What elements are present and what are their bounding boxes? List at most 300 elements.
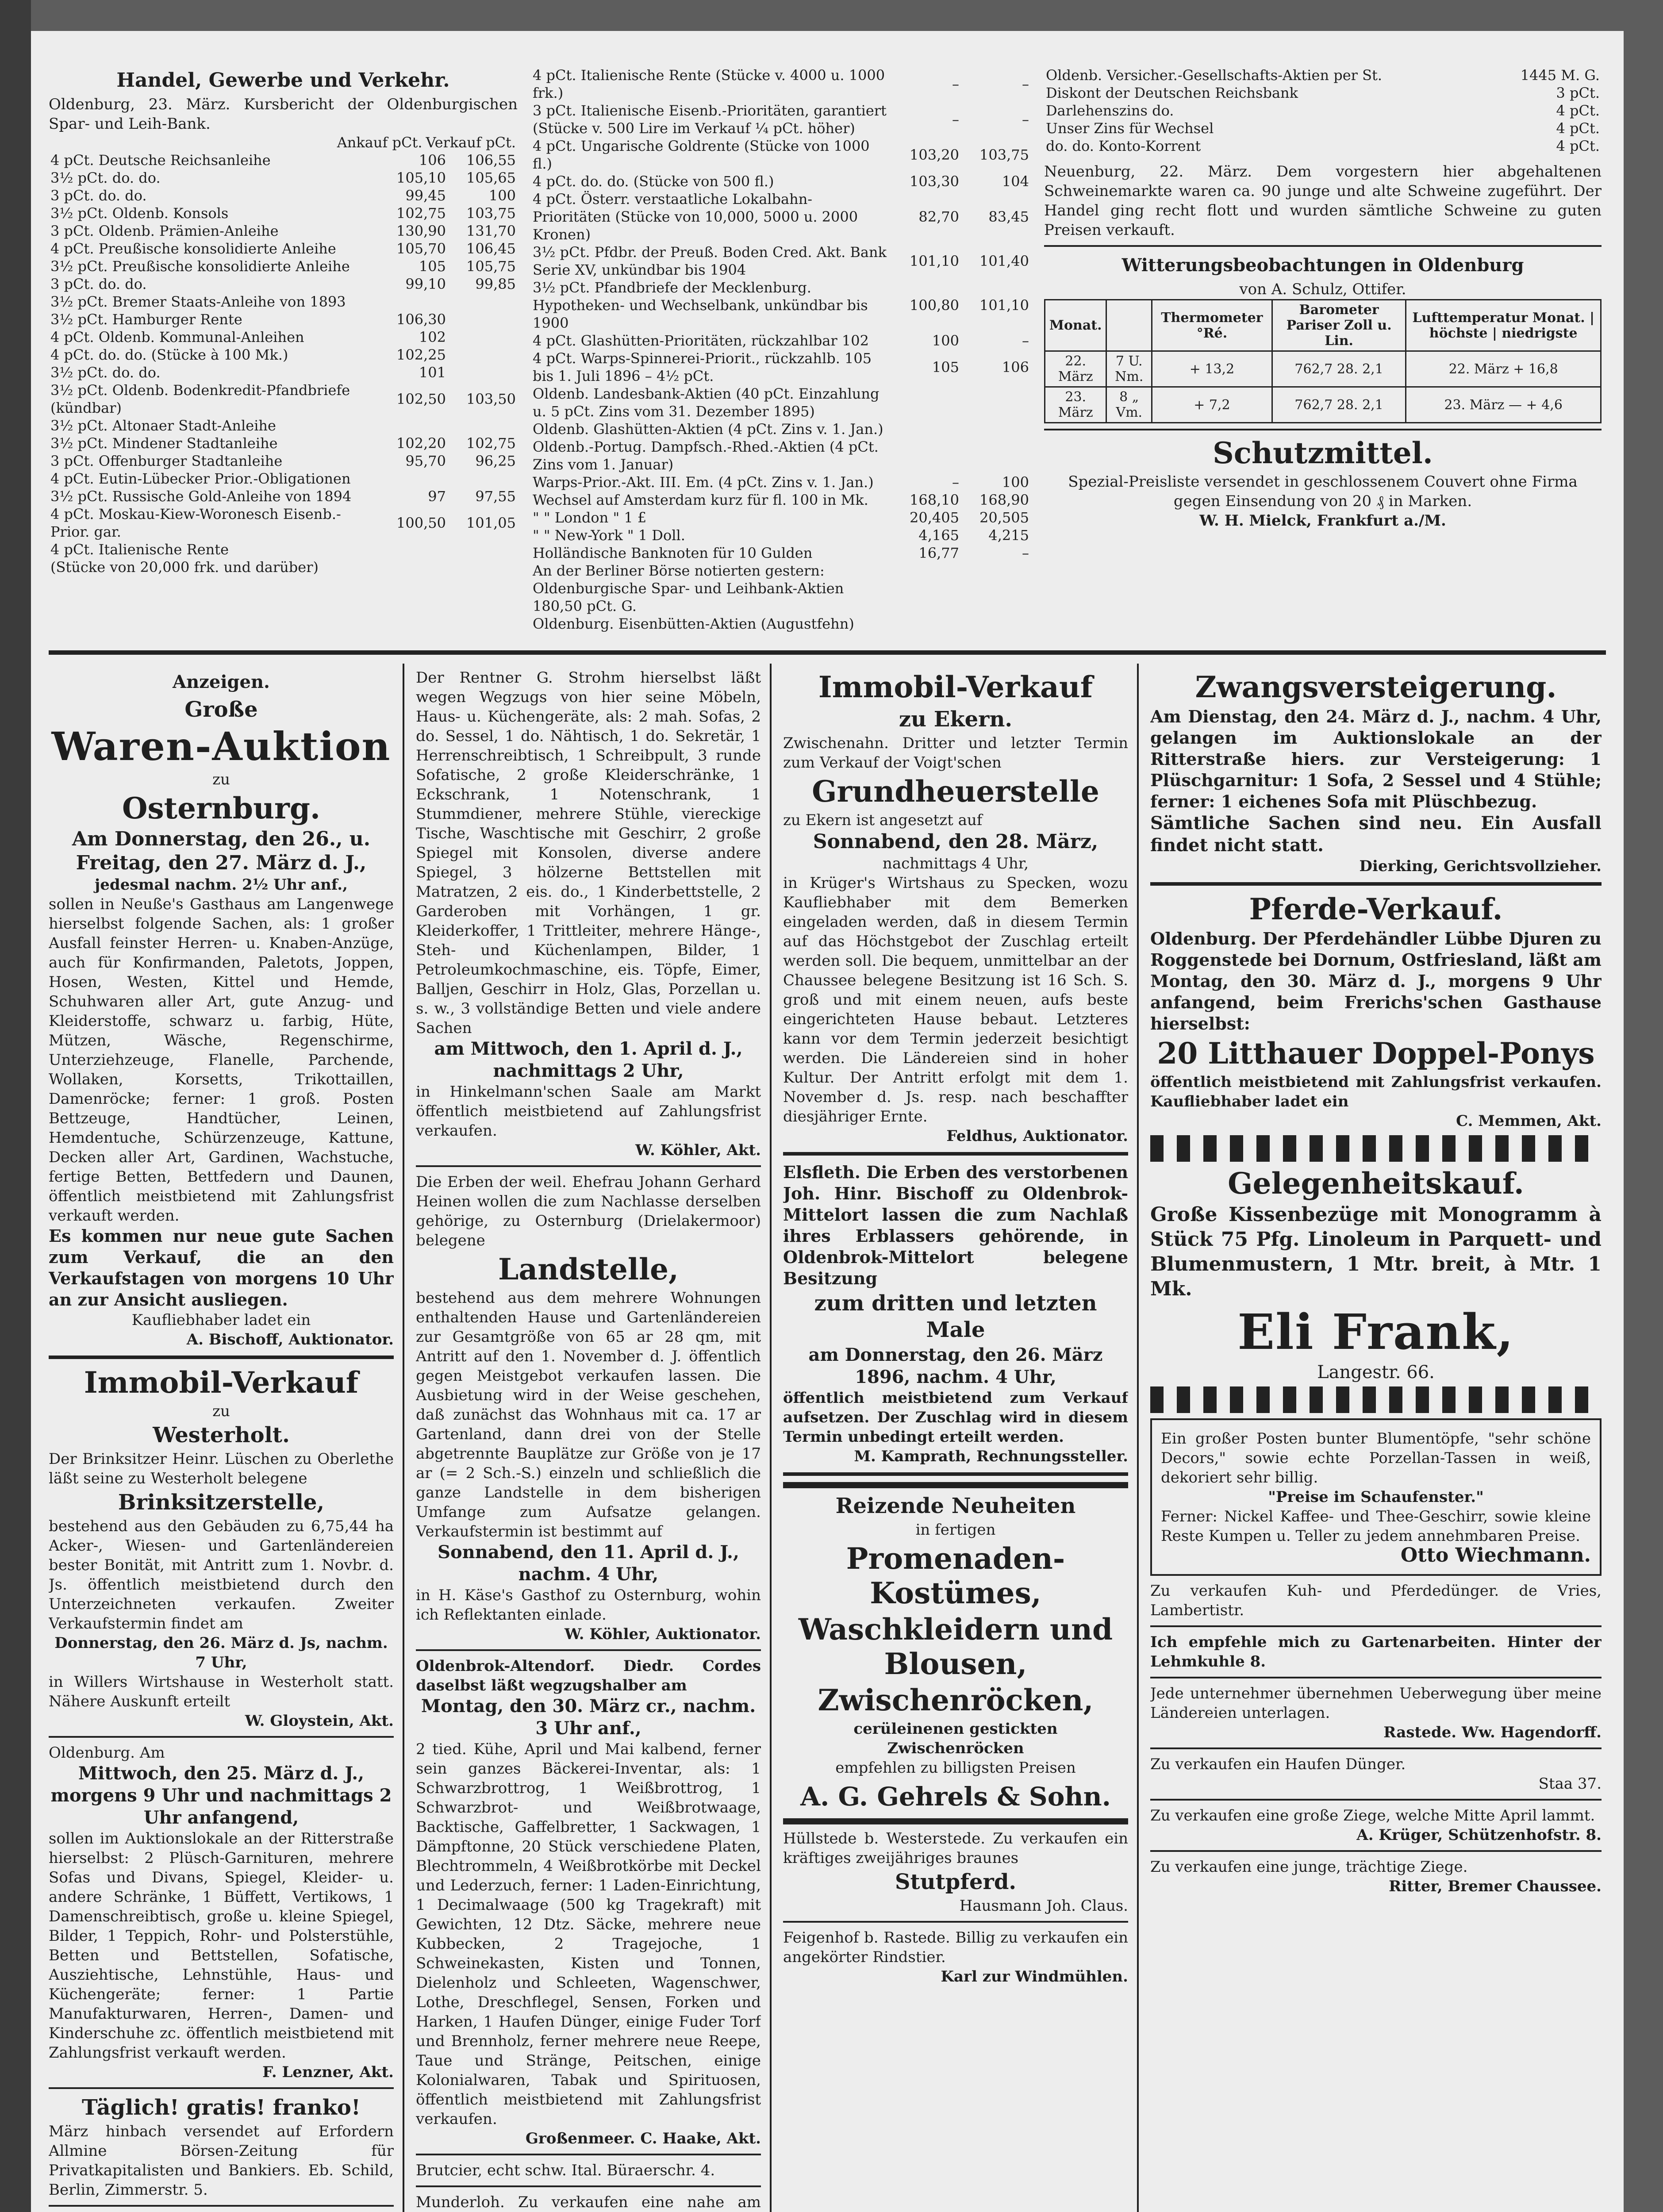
gehrels-firm: A. G. Gehrels & Sohn. bbox=[800, 1782, 1111, 1812]
neuenburg-text: Neuenburg, 22. März. Dem vorgestern hier abgehaltenen Schweinemarkte waren ca. 90 junge und alte Schweine zugeführt. Der Handel ging recht flott und wurden sämtliche Schweine zu guten Preisen verkauft. bbox=[1044, 163, 1602, 239]
table-cell: Unser Zins für Wechsel bbox=[1046, 120, 1214, 137]
mittwoch-sig: F. Lenzner, Akt. bbox=[262, 2063, 394, 2081]
table-row bbox=[531, 190, 1031, 243]
table-row bbox=[531, 332, 1031, 349]
table-cell: 99,85 bbox=[475, 276, 516, 292]
table-row bbox=[49, 151, 518, 169]
table-cell: 4 pCt. Warps-Spinnerei-Priorit., rückzahlb. 105 bis 1. Juli 1896 – 4½ pCt. bbox=[533, 350, 872, 384]
pferde-heading: Pferde-Verkauf. bbox=[1249, 892, 1503, 926]
wx-cell: 23. März bbox=[1045, 387, 1106, 423]
table-cell bbox=[961, 438, 1031, 473]
wetter-sub: von A. Schulz, Ottifer. bbox=[1239, 280, 1406, 298]
table-cell: 106 bbox=[419, 152, 446, 169]
table-cell: 101,05 bbox=[466, 515, 516, 531]
wx-head-3: Barometer Pariser Zoll u. Lin. bbox=[1272, 300, 1406, 351]
cordes-date: Montag, den 30. März cr., nachm. 3 Uhr anf., bbox=[421, 1696, 756, 1739]
table-row bbox=[49, 204, 518, 222]
table-cell: An der Berliner Börse notierten gestern: bbox=[533, 562, 825, 579]
gelegenheit-heading: Gelegenheitskauf. bbox=[1228, 1166, 1524, 1201]
table-row bbox=[49, 257, 518, 275]
table-cell: 4 pCt. do. do. (Stücke à 100 Mk.) bbox=[50, 346, 288, 363]
neuheiten-text: cerüleinenen gestickten Zwischenröcken bbox=[853, 1720, 1058, 1757]
wx-head-0: Monat. bbox=[1045, 300, 1106, 351]
table-cell: Warps-Prior.-Akt. III. Em. (4 pCt. Zins v. 1. Jan.) bbox=[533, 474, 874, 491]
zigzag-border bbox=[1150, 1135, 1602, 1162]
table-row bbox=[531, 102, 1031, 137]
table-cell: Holländische Banknoten für 10 Gulden bbox=[533, 545, 813, 561]
schutz-text: Spezial-Preisliste versendet in geschlossenem Couvert ohne Firma gegen Einsendung von 20 ₰ in Marken. bbox=[1068, 473, 1578, 510]
feigenhof-text: Feigenhof b. Rastede. Billig zu verkaufen ein angekörter Rindstier. bbox=[783, 1929, 1128, 1966]
table-cell: 3½ pCt. Oldenb. Konsols bbox=[50, 205, 229, 222]
duenger-text: Zu verkaufen Kuh- und Pferdedünger. de Vries, Lambertistr. bbox=[1150, 1582, 1602, 1619]
table-cell: 105 bbox=[932, 359, 959, 376]
wx-cell: + 7,2 bbox=[1152, 387, 1272, 423]
neuheiten-small-2: empfehlen zu billigsten Preisen bbox=[835, 1759, 1076, 1777]
ziege3-sig: Ritter, Bremer Chaussee. bbox=[1389, 1878, 1602, 1895]
wx-cell: 762,7 28. 2,1 bbox=[1272, 387, 1406, 423]
table-cell: 100 bbox=[1002, 474, 1029, 491]
table-cell: 105,75 bbox=[466, 258, 516, 275]
binding-spine bbox=[0, 0, 31, 2212]
westerholt-sig: W. Gloystein, Akt. bbox=[245, 1712, 394, 1730]
table-cell bbox=[448, 541, 518, 558]
ekern-text-1: Zwischenahn. Dritter und letzter Termin zum Verkauf der Voigt'schen bbox=[783, 734, 1128, 772]
table-cell: 3½ pCt. do. do. bbox=[50, 169, 161, 186]
westerholt-heading-2: Brinksitzerstelle, bbox=[118, 1490, 325, 1515]
table-cell: – bbox=[952, 76, 959, 92]
table-cell bbox=[448, 364, 518, 381]
table-cell bbox=[961, 420, 1031, 438]
table-cell: 168,90 bbox=[979, 492, 1029, 508]
wx-cell: 22. März + 16,8 bbox=[1406, 351, 1601, 387]
section-divider bbox=[49, 650, 1606, 655]
table-cell: 4,165 bbox=[918, 527, 959, 544]
ekern-sig: Feldhus, Auktionator. bbox=[946, 1127, 1128, 1145]
table-cell: 96,25 bbox=[475, 453, 516, 469]
table-cell: 4 pCt. Glashütten-Prioritäten, rückzahlbar 102 bbox=[533, 332, 869, 349]
table-cell: 16,77 bbox=[918, 545, 959, 561]
neuheiten-heading: Reizende Neuheiten bbox=[835, 1494, 1076, 1518]
auktion-text: sollen in Neuße's Gasthaus am Langenwege hierselbst folgende Sachen, als: 1 großer Ausfall feinster Herren- u. Knaben-Anzüge, auch für Konfirmanden, Paletots, Joppen, Hosen, Westen, Kittel und Hemde, Schuhwaren aller Art, gute Anzug- und Kleiderstoffe, schwarz u. farbig, Hüte, Mützen, Wäsche, Regenschirme, Unterziehzeuge, Flanelle, Parchende, Wollaken, Korsetts, Trikottaillen, Damenröcke; ferner: 1 groß. Posten Bettzeuge, Handtücher, Leinen, Hemdentuche, Schürzenzeuge, Kattune, Decken aller Art, Gardinen, Wachstuche, fertige Betten, Bettfedern und Daunen, öffentlich meistbietend mit Zahlungsfrist verkauft werden. bbox=[49, 895, 394, 1225]
table-cell: 3 pCt. do. do. bbox=[50, 187, 147, 204]
table-cell: 3½ pCt. Altonaer Stadt-Anleihe bbox=[50, 417, 276, 434]
table-row bbox=[531, 173, 1031, 190]
table-cell: 20,505 bbox=[979, 509, 1029, 526]
table-row bbox=[531, 615, 1031, 633]
brutcier-text: Brutcier, echt schw. Ital. Büraerschr. 4. bbox=[416, 2162, 715, 2179]
table-cell: " " London " 1 £ bbox=[533, 509, 647, 526]
table-cell: 3½ pCt. Bremer Staats-Anleihe von 1893 bbox=[50, 293, 346, 310]
table-cell: " " New-York " 1 Doll. bbox=[533, 527, 685, 544]
table-cell: 83,45 bbox=[988, 208, 1029, 225]
wiechmann-text: Ein großer Posten bunter Blumentöpfe, "sehr schöne Decors," sowie echte Porzellan-Tassen in weiß, dekoriert sehr billig. bbox=[1161, 1430, 1591, 1486]
auktion-zu: zu bbox=[212, 771, 230, 788]
auktion-heading-1: Große bbox=[184, 697, 258, 722]
boerse-mid bbox=[531, 66, 1031, 650]
table-row bbox=[49, 488, 518, 505]
wx-cell: + 13,2 bbox=[1152, 351, 1272, 387]
table-row bbox=[49, 541, 518, 558]
table-cell: 4 pCt. Italienische Rente bbox=[50, 541, 229, 558]
table-cell: 3 pCt. bbox=[1556, 84, 1600, 101]
ekern-date: Sonnabend, den 28. März, bbox=[813, 830, 1098, 853]
table-row bbox=[49, 240, 518, 257]
zwangsversteigerung-heading: Zwangsversteigerung. bbox=[1195, 670, 1557, 704]
diskont-table bbox=[1044, 66, 1602, 155]
table-row bbox=[531, 66, 1031, 102]
table-cell bbox=[891, 420, 961, 438]
table-cell bbox=[961, 562, 1031, 580]
waschkleider-heading: Waschkleidern und Blousen, bbox=[798, 1612, 1113, 1681]
table-cell bbox=[448, 346, 518, 364]
table-cell: 106 bbox=[1002, 359, 1029, 376]
table-cell: 131,70 bbox=[466, 223, 516, 239]
grundheuerstelle-heading: Grundheuerstelle bbox=[812, 774, 1099, 809]
table-cell bbox=[378, 541, 448, 558]
table-cell: 105,65 bbox=[466, 169, 516, 186]
elsfleth-sig: M. Kamprath, Rechnungssteller. bbox=[854, 1448, 1128, 1465]
ekern-text-3: in Krüger's Wirtshaus zu Specken, wozu Kaufliebhaber mit dem Bemerken eingeladen werden, daß in diesem Termin auf das Höchstgebot der Zuschlag erteilt werden soll. Die bequem, unmittelbar an der Chaussee belegene Besitzung ist 16 Sch. S. groß und mit einem neuen, aufs beste eingerichteten Hause bebaut. Letzteres kann vor dem Termin jederzeit besichtigt werden. Die Ländereien sind in hoher Kultur. Der Antritt erfolgt mit dem 1. November d. Js. resp. nach beschaffter diesjähriger Ernte. bbox=[783, 874, 1128, 1125]
zwang-sig: Dierking, Gerichtsvollzieher. bbox=[1359, 857, 1602, 875]
table-cell bbox=[448, 417, 518, 434]
table-cell: 102,50 bbox=[396, 391, 446, 407]
table-cell: 3 pCt. do. do. bbox=[50, 276, 147, 292]
boerse-right bbox=[1044, 66, 1602, 650]
heinen-text-3: in H. Käse's Gasthof zu Osternburg, wohin ich Reflektanten einlade. bbox=[416, 1586, 761, 1624]
zigzag-border-2 bbox=[1150, 1386, 1602, 1413]
table-cell: 106,30 bbox=[396, 311, 446, 328]
table-row bbox=[49, 293, 518, 311]
table-row bbox=[49, 222, 518, 240]
table-row bbox=[49, 417, 518, 434]
table-row bbox=[531, 526, 1031, 544]
auktion-date: Am Donnerstag, den 26., u. Freitag, den 27. März d. J., bbox=[72, 828, 371, 874]
elsfleth-text: Elsfleth. Die Erben des verstorbenen Joh. Hinr. Bischoff zu Oldenbrok-Mittelort lassen die zum Nachlaß ihres Erblassers gehörende, in Oldenbrok-Mittelort belegene Besitzung bbox=[783, 1162, 1128, 1288]
westerholt-text-3: in Willers Wirtshause in Westerholt statt. Nähere Auskunft erteilt bbox=[49, 1673, 394, 1710]
table-row bbox=[531, 473, 1031, 491]
wiechmann-sig: Otto Wiechmann. bbox=[1400, 1544, 1591, 1567]
table-cell: 3½ pCt. Hamburger Rente bbox=[50, 311, 242, 328]
table-cell: 102 bbox=[419, 329, 446, 346]
table-cell bbox=[448, 470, 518, 488]
table-row bbox=[531, 420, 1031, 438]
table-cell: 4 pCt. Moskau-Kiew-Woronesch Eisenb.-Prior. gar. bbox=[50, 506, 341, 540]
mittwoch-place: Oldenburg. Am bbox=[49, 1744, 165, 1762]
table-row bbox=[531, 137, 1031, 173]
table-cell: 104 bbox=[1002, 173, 1029, 190]
table-cell: (Stücke von 20,000 frk. und darüber) bbox=[50, 559, 319, 576]
boerse-table-rows-2 bbox=[531, 66, 1031, 633]
table-cell: 4 pCt. Preußische konsolidierte Anleihe bbox=[50, 240, 336, 257]
table-cell bbox=[378, 558, 448, 576]
table-cell: 4 pCt. Deutsche Reichsanleihe bbox=[50, 152, 271, 169]
wx-cell: 762,7 28. 2,1 bbox=[1272, 351, 1406, 387]
table-cell: 105 bbox=[419, 258, 446, 275]
table-cell: 4 pCt. bbox=[1556, 120, 1600, 137]
table-cell: 105,70 bbox=[396, 240, 446, 257]
table-cell: 3½ pCt. Pfandbriefe der Mecklenburg. Hypotheken- und Wechselbank, unkündbar bis 1900 bbox=[533, 279, 868, 331]
ziege2-sig: A. Krüger, Schützenhofstr. 8. bbox=[1356, 1826, 1602, 1844]
table-cell: 102,75 bbox=[396, 205, 446, 222]
table-cell: 3 pCt. Offenburger Stadtanleihe bbox=[50, 453, 283, 469]
table-row bbox=[49, 434, 518, 452]
eli-frank-firm: Eli Frank, bbox=[1237, 1303, 1514, 1360]
elsfleth-heading: zum dritten und letzten Male bbox=[814, 1291, 1097, 1342]
table-row bbox=[49, 311, 518, 328]
schutz-title: Schutzmittel. bbox=[1213, 436, 1433, 470]
table-cell bbox=[448, 293, 518, 311]
strohm-text: Der Rentner G. Strohm hierselbst läßt wegen Wegzugs von hier seine Möbeln, Haus- u. Küchengeräte, als: 2 mah. Sofas, 2 do. Sessel, 1 do. Nähtisch, 1 do. Sekretär, 1 Herrenschreibtisch, 1 Schreibpult, 3 runde Sofatische, 2 große Kleiderschränke, 1 Eckschrank, 1 Notenschrank, 1 Stummdiener, mehrere Stühle, viereckige Tische, Waschtische mit Geschirr, 2 große Spiegel mit Konsolen, diverse andere Spiegel, 3 hölzerne Bettstellen mit Matratzen, 2 eis. do., 1 Kinderbettstelle, 2 Garderoben mit Vorhängen, 1 gr. Kleiderkoffer, 1 Trittleiter, mehrere Hänge-, Steh- und Küchenlampen, Bilder, 1 Petroleumkochmaschine, eis. Töpfe, Eimer, Balljen, Geschirr in Holz, Glas, Porzellan u. s. w., 3 vollständige Betten und viele andere Sachen bbox=[416, 669, 761, 1037]
table-cell: 103,75 bbox=[466, 205, 516, 222]
ueberwegung-text: Jede unternehmer übernehmen Ueberwegung über meine Ländereien unterlagen. bbox=[1150, 1685, 1602, 1722]
table-row bbox=[1044, 84, 1602, 102]
table-row bbox=[49, 346, 518, 364]
table-row bbox=[531, 491, 1031, 509]
ponys-heading: 20 Litthauer Doppel-Ponys bbox=[1157, 1036, 1595, 1071]
neuheiten-small: in fertigen bbox=[915, 1521, 996, 1539]
table-cell: 103,50 bbox=[466, 391, 516, 407]
wx-cell: 22. März bbox=[1045, 351, 1106, 387]
col-4 bbox=[1150, 668, 1602, 2212]
mittwoch-text: sollen im Auktionslokale an der Ritterstraße hierselbst: 2 Plüsch-Garnituren, mehrere Sofas und Divans, Spiegel, Kleider- u. andere Schränke, 1 Büffett, Vertikows, 1 Damenschreibtisch, große u. kleine Spiegel, Bilder, 1 Teppich, Rohr- und Polsterstühle, Betten und Bettstellen, Sofatische, Ausziehtische, Lehnstühle, Haus- und Küchengeräte; ferner: 1 Partie Manufakturwaren, Herren-, Damen- und Kinderschuhe zc. öffentlich meistbietend mit Zahlungsfrist verkauft werden. bbox=[49, 1830, 394, 2062]
table-cell: 101,10 bbox=[910, 253, 959, 269]
table-cell bbox=[891, 385, 961, 420]
boerse-intro: Oldenburg, 23. März. Kursbericht der Oldenburgischen Spar- und Leih-Bank. bbox=[49, 96, 518, 133]
munderloh-text: Munderloh. Zu verkaufen eine nahe am bbox=[416, 2193, 761, 2211]
zwang-text: Am Dienstag, den 24. März d. J., nachm. 4 Uhr, gelangen im Auktionslokale an der Ritterstraße hiers. zur Versteigerung: 1 Plüschgarnitur: 1 Sofa, 2 Sessel und 4 Stühle; ferner: 1 eichenes Sofa mit Plüschbezug. bbox=[1150, 707, 1602, 811]
stutpferd-heading: Stutpferd. bbox=[895, 1870, 1017, 1894]
table-cell: Darlehenszins do. bbox=[1046, 102, 1174, 119]
table-cell: 103,30 bbox=[910, 173, 959, 190]
westerholt-text-1: Der Brinksitzer Heinr. Lüschen zu Oberlethe läßt seine zu Westerholt belegene bbox=[49, 1450, 394, 1487]
garten-text: Ich empfehle mich zu Gartenarbeiten. Hinter der Lehmkuhle 8. bbox=[1150, 1633, 1602, 1671]
table-cell: 97 bbox=[428, 488, 446, 505]
feigenhof-sig: Karl zur Windmühlen. bbox=[941, 1968, 1128, 1985]
wx-cell: 23. März — + 4,6 bbox=[1406, 387, 1601, 423]
auktion-bold: Es kommen nur neue gute Sachen zum Verkauf, die an den Verkaufstagen von morgens 10 Uhr an zur Ansicht ausliegen. bbox=[49, 1226, 394, 1310]
cordes-text-1: Oldenbrok-Altendorf. Diedr. Cordes daselbst läßt wegzugshalber am bbox=[416, 1657, 761, 1694]
table-cell: – bbox=[1022, 545, 1029, 561]
table-cell bbox=[891, 615, 961, 633]
zwischenroecke-heading: Zwischenröcken, bbox=[818, 1683, 1094, 1717]
table-cell: 4 pCt. bbox=[1556, 138, 1600, 154]
table-row bbox=[531, 243, 1031, 279]
table-cell: 102,20 bbox=[396, 435, 446, 452]
table-row bbox=[531, 349, 1031, 385]
table-cell: 101 bbox=[419, 364, 446, 381]
table-row bbox=[49, 452, 518, 470]
table-cell: 4 pCt. Österr. verstaatliche Lokalbahn-Prioritäten (Stücke von 10,000, 5000 u. 2000 Kronen) bbox=[533, 191, 858, 243]
table-cell: 4 pCt. do. do. (Stücke von 500 fl.) bbox=[533, 173, 774, 190]
table-cell: Oldenburg. Eisenbütten-Aktien (Augustfehn) bbox=[533, 615, 854, 632]
table-cell: 3 pCt. Italienische Eisenb.-Prioritäten, garantiert (Stücke v. 500 Lire im Verkauf ¼ pCt. höher) bbox=[533, 102, 887, 137]
table-cell bbox=[448, 558, 518, 576]
westerholt-zu: zu bbox=[212, 1402, 230, 1420]
pferde-sig: C. Memmen, Akt. bbox=[1456, 1112, 1602, 1130]
table-row bbox=[49, 381, 518, 417]
heinen-date: Sonnabend, den 11. April d. J., nachm. 4 Uhr, bbox=[438, 1542, 739, 1585]
table-cell bbox=[891, 580, 961, 615]
table-cell: 130,90 bbox=[396, 223, 446, 239]
table-cell bbox=[448, 328, 518, 346]
table-row bbox=[49, 187, 518, 204]
boerse-table-rows bbox=[49, 151, 518, 576]
table-row bbox=[49, 470, 518, 488]
elsfleth-text-2: öffentlich meistbietend zum Verkauf aufsetzen. Der Zuschlag wird in diesem Termin unbedingt erteilt werden. bbox=[783, 1389, 1128, 1446]
table-cell: – bbox=[952, 474, 959, 491]
table-cell: 4 pCt. Ungarische Goldrente (Stücke von 1000 fl.) bbox=[533, 138, 870, 172]
ekern-time: nachmittags 4 Uhr, bbox=[882, 855, 1029, 872]
col-head-verkauf: Verkauf pCt. bbox=[426, 134, 516, 151]
table-cell bbox=[961, 615, 1031, 633]
wiechmann-box bbox=[1150, 1418, 1602, 1576]
table-cell: Oldenb.-Portug. Dampfsch.-Rhed.-Aktien (4 pCt. Zins vom 1. Januar) bbox=[533, 438, 879, 473]
cordes-sig: Großenmeer. C. Haake, Akt. bbox=[525, 2130, 761, 2147]
table-cell: 106,55 bbox=[466, 152, 516, 169]
table-row bbox=[1044, 66, 1602, 84]
auktion-sig-pre: Kaufliebhaber ladet ein bbox=[131, 1311, 311, 1329]
col-head-ankauf: Ankauf pCt. bbox=[337, 134, 422, 151]
immobil-ekern-heading: Immobil-Verkauf bbox=[818, 670, 1093, 704]
col-3 bbox=[783, 668, 1128, 2212]
table-cell bbox=[378, 293, 448, 311]
pferde-text-2: öffentlich meistbietend mit Zahlungsfrist verkaufen. Kaufliebhaber ladet ein bbox=[1150, 1073, 1602, 1110]
table-cell: 103,20 bbox=[910, 146, 959, 163]
gratis-text: März hinbach versendet auf Erfordern Allmine Börsen-Zeitung für Privatkapitalisten und Bankiers. Eb. Schild, Berlin, Zimmerstr. 5. bbox=[49, 2123, 394, 2199]
table-cell: 4 pCt. Oldenb. Kommunal-Anleihen bbox=[50, 329, 304, 346]
table-cell: Wechsel auf Amsterdam kurz für fl. 100 in Mk. bbox=[533, 492, 868, 508]
strohm-text-2: in Hinkelmann'schen Saale am Markt öffentlich meistbietend auf Zahlungsfrist verkaufen. bbox=[416, 1083, 761, 1140]
ekern-text-2: zu Ekern ist angesetzt auf bbox=[783, 811, 983, 829]
table-cell: 3½ pCt. Mindener Stadtanleihe bbox=[50, 435, 278, 452]
table-cell: 101,10 bbox=[979, 297, 1029, 314]
wetter-title: Witterungsbeobachtungen in Oldenburg bbox=[1121, 255, 1524, 276]
table-cell: 102,75 bbox=[466, 435, 516, 452]
ziege2-text: Zu verkaufen eine große Ziege, welche Mitte April lammt. bbox=[1150, 1807, 1595, 1824]
table-cell: – bbox=[1022, 332, 1029, 349]
elsfleth-date: am Donnerstag, den 26. März 1896, nachm. 4 Uhr, bbox=[808, 1344, 1103, 1387]
auktion-sig: A. Bischoff, Auktionator. bbox=[186, 1331, 394, 1348]
table-row bbox=[1044, 119, 1602, 137]
col-1 bbox=[49, 668, 394, 2212]
table-cell: 1445 M. G. bbox=[1520, 67, 1600, 84]
eli-frank-addr: Langestr. 66. bbox=[1317, 1362, 1435, 1382]
anzeigen-kicker: Anzeigen. bbox=[173, 672, 270, 692]
cordes-text-2: 2 tied. Kühe, April und Mai kalbend, ferner sein ganzes Bäckerei-Inventar, als: 1 Schwarzbrottrog, 1 Weißbrottrog, 1 Schwarzbrot- und Weißbrotwaage, Backtische, Gaffelbretter, 1 Sackwagen, 1 Dämpftonne, 20 Stück verschiedene Platen, Blechtrommeln, 4 Weißbrotkörbe mit Deckel und Lederzuch, ferner: 1 Laden-Einrichtung, 1 Decimalwaage (500 kg Tragekraft) mit Gewichten, 12 Dtz. Säcke, mehrere neue Kubbecken, 2 Tragejoche, 1 Schweinekasten, Kisten und Tonnen, Dielenholz und Schleeten, Wagenschwer, Lothe, Dreschflegel, Sensen, Forken und Harken, 1 Haufen Dünger, einige Fuder Torf und Brennholz, ferner mehrere neue Reepe, Taue und Stränge, Peitschen, einige Kolonialwaren, Tabak und Spirituosen, öffentlich meistbietend mit Zahlungsfrist verkaufen. bbox=[416, 1740, 761, 2128]
wiechmann-bold: "Preise im Schaufenster." bbox=[1268, 1488, 1484, 1506]
huellstede-text: Hüllstede b. Westerstede. Zu verkaufen ein kräftiges zweijähriges braunes bbox=[783, 1830, 1128, 1867]
table-cell: 20,405 bbox=[910, 509, 959, 526]
newspaper-page bbox=[31, 31, 1624, 2212]
table-cell: Oldenb. Glashütten-Aktien (4 pCt. Zins v. 1. Jan.) bbox=[533, 421, 883, 438]
table-cell: 82,70 bbox=[918, 208, 959, 225]
gelegenheit-text: Große Kissenbezüge mit Monogramm à Stück 75 Pfg. Linoleum in Parquett- und Blumenmustern, 1 Mtr. breit, à Mtr. 1 Mk. bbox=[1150, 1203, 1602, 1300]
mittwoch-date: Mittwoch, den 25. März d. J., morgens 9 Uhr und nachmittags 2 Uhr anfangend, bbox=[50, 1763, 392, 1828]
immobil-westerholt-heading: Immobil-Verkauf bbox=[84, 1365, 359, 1400]
table-row bbox=[49, 558, 518, 576]
pferde-text: Oldenburg. Der Pferdehändler Lübbe Djuren zu Roggenstede bei Dornum, Ostfriesland, läßt am Montag, den 30. März d. J., morgens 9 Uhr anfangend, beim Frerichs'schen Gasthause hierselbst: bbox=[1150, 929, 1602, 1033]
table-cell: 100 bbox=[932, 332, 959, 349]
boerse-left bbox=[49, 66, 518, 650]
table-cell: 103,75 bbox=[979, 146, 1029, 163]
table-cell: 3½ pCt. Russische Gold-Anleihe von 1894 bbox=[50, 488, 352, 505]
table-cell: 102,25 bbox=[396, 346, 446, 363]
wiechmann-text-2: Ferner: Nickel Kaffee- und Thee-Geschirr, sowie kleine Reste Kumpen u. Teller zu jedem annehmbaren Preise. bbox=[1161, 1508, 1591, 1545]
huellstede-sig: Hausmann Joh. Claus. bbox=[959, 1897, 1128, 1915]
table-cell: 97,55 bbox=[475, 488, 516, 505]
wx-head-1 bbox=[1106, 300, 1152, 351]
boerse-title: Handel, Gewerbe und Verkehr. bbox=[116, 69, 450, 92]
auktion-heading-2: Waren-Auktion bbox=[51, 723, 391, 769]
gratis-heading: Täglich! gratis! franko! bbox=[82, 2095, 361, 2120]
westerholt-date: Donnerstag, den 26. März d. Js, nachm. 7 Uhr, bbox=[54, 1634, 388, 1671]
table-row bbox=[49, 169, 518, 187]
zwang-bold: Sämtliche Sachen sind neu. Ein Ausfall findet nicht statt. bbox=[1150, 813, 1602, 856]
table-cell: – bbox=[1022, 111, 1029, 128]
heinen-text-2: bestehend aus dem mehrere Wohnungen enthaltenden Hause und Gartenländereien zur Gesamtgröße von 65 ar 28 qm, mit Antritt auf den 1. November d. J. öffentlich gegen Meistgebot verkaufen lassen. Die Ausbietung wird in der Weise geschehen, daß zunächst das Wohnhaus mit ca. 17 ar Gartenland, dann drei von der Stelle abgetrennte Bauplätze zur Größe von je 17 ar (= 2 Sch.-S.) einzeln und schließlich die ganze Landstelle in dem bisherigen Umfange zum Aufsatze gelangen. Verkaufstermin ist bestimmt auf bbox=[416, 1289, 761, 1540]
schutz-sig: W. H. Mielck, Frankfurt a./M. bbox=[1199, 512, 1446, 530]
landstelle-heading: Landstelle, bbox=[498, 1252, 679, 1286]
ueberwegung-sig: Rastede. Ww. Hagendorff. bbox=[1383, 1724, 1602, 1741]
table-cell: 4 pCt. bbox=[1556, 102, 1600, 119]
wx-cell: 8 „ Vm. bbox=[1106, 387, 1152, 423]
table-row bbox=[49, 275, 518, 293]
table-row bbox=[49, 505, 518, 541]
wx-cell: 7 U. Nm. bbox=[1106, 351, 1152, 387]
haufen-sig: Staa 37. bbox=[1538, 1775, 1602, 1793]
strohm-sig: W. Köhler, Akt. bbox=[635, 1141, 761, 1159]
table-cell: 168,10 bbox=[910, 492, 959, 508]
table-cell: 4,215 bbox=[988, 527, 1029, 544]
haufen-text: Zu verkaufen ein Haufen Dünger. bbox=[1150, 1755, 1406, 1773]
table-row bbox=[531, 438, 1031, 473]
table-cell bbox=[378, 470, 448, 488]
table-cell bbox=[448, 311, 518, 328]
table-cell: 101,40 bbox=[979, 253, 1029, 269]
table-cell: – bbox=[1022, 76, 1029, 92]
table-row bbox=[531, 279, 1031, 332]
table-row bbox=[49, 364, 518, 381]
ekern-place: zu Ekern. bbox=[899, 707, 1013, 732]
table-cell bbox=[891, 438, 961, 473]
table-cell: 4 pCt. Eutin-Lübecker Prior.-Obligationen bbox=[50, 470, 351, 487]
table-cell: – bbox=[952, 111, 959, 128]
wx-head-2: Thermometer °Ré. bbox=[1152, 300, 1272, 351]
table-cell: 99,45 bbox=[405, 187, 446, 204]
table-cell: 100,50 bbox=[396, 515, 446, 531]
table-cell: 100,80 bbox=[910, 297, 959, 314]
table-cell: 105,10 bbox=[396, 169, 446, 186]
table-cell: do. do. Konto-Korrent bbox=[1046, 138, 1201, 154]
table-cell: Oldenb. Landesbank-Aktien (40 pCt. Einzahlung u. 5 pCt. Zins vom 31. Dezember 1895) bbox=[533, 385, 880, 420]
westerholt-place: Westerholt. bbox=[153, 1423, 290, 1448]
heinen-text-1: Die Erben der weil. Ehefrau Johann Gerhard Heinen wollen die zum Nachlasse derselben gehörige, zu Osternburg (Drielakermoor) belegene bbox=[416, 1173, 761, 1249]
ziege3-text: Zu verkaufen eine junge, trächtige Ziege. bbox=[1150, 1858, 1468, 1876]
table-cell: 100 bbox=[488, 187, 516, 204]
table-cell: 95,70 bbox=[405, 453, 446, 469]
table-cell: 3½ pCt. Oldenb. Bodenkredit-Pfandbriefe (kündbar) bbox=[50, 382, 350, 416]
table-row bbox=[531, 385, 1031, 420]
table-cell bbox=[961, 385, 1031, 420]
table-cell bbox=[378, 417, 448, 434]
auktion-time: jedesmal nachm. 2½ Uhr anf., bbox=[95, 876, 348, 894]
table-cell: 3½ pCt. Pfdbr. der Preuß. Boden Cred. Akt. Bank Serie XV, unkündbar bis 1904 bbox=[533, 244, 887, 278]
wetter-table bbox=[1044, 299, 1602, 423]
strohm-date: am Mittwoch, den 1. April d. J., nachmittags 2 Uhr, bbox=[434, 1038, 743, 1081]
auktion-place: Osternburg. bbox=[122, 791, 320, 826]
promenaden-heading: Promenaden-Kostümes, bbox=[846, 1541, 1065, 1610]
table-cell: 3½ pCt. do. do. bbox=[50, 364, 161, 381]
